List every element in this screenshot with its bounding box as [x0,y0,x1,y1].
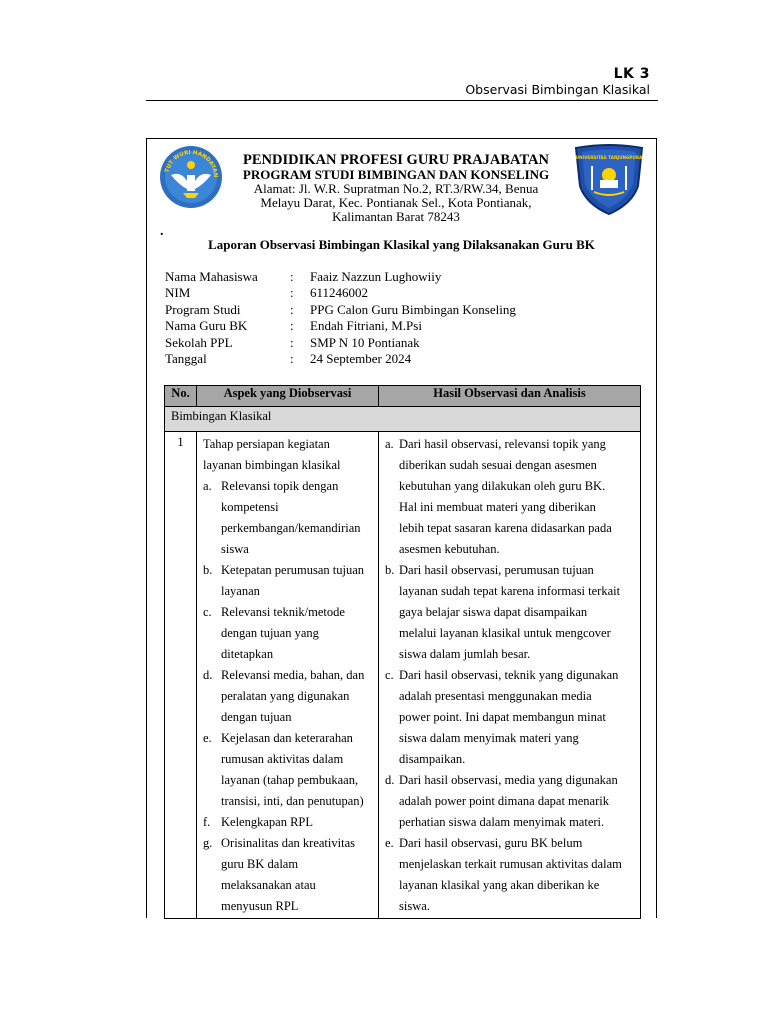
list-marker: b. [385,563,395,577]
report-title: Laporan Observasi Bimbingan Klasikal yang Dilaksanakan Guru BK [208,237,595,252]
text-line: disampaikan. [399,752,466,766]
left-logo-text: TUT WURI HANDAYAN [164,149,219,178]
aspect-text [221,560,372,602]
text-line: Dari hasil observasi, relevansi topik yang [399,437,606,451]
list-marker: d. [385,773,395,787]
text-line: dengan tujuan [221,710,292,724]
info-label: Nama Guru BK [165,318,248,334]
text-line: diberikan sudah sesuai dengan asesmen [399,458,597,472]
info-label: Program Studi [165,301,241,317]
aspect-cell [197,432,379,919]
text-line: Orisinalitas dan kreativitas [221,836,355,850]
text-line: menjelaskan terkait rumusan aktivitas dalam [399,857,622,871]
result-item [385,560,636,665]
text-line: siswa dalam jumlah besar. [399,647,531,661]
text-line: Dari hasil observasi, guru BK belum [399,836,583,850]
text-line: layanan [221,584,260,598]
result-text [399,434,636,560]
info-label: Tanggal [165,350,207,366]
text-line: adalah power point dimana dapat menarik [399,794,609,808]
text-line: melaksanakan atau [221,878,316,892]
list-marker: g. [203,836,213,850]
header-no: No. [165,386,197,407]
text-line: Relevansi media, bahan, dan [221,668,365,682]
tut-wuri-handayani-logo [159,145,223,209]
result-text [399,833,636,917]
table-header-row [165,386,641,407]
university-shield-logo [572,142,646,216]
text-line: melalui layanan klasikal untuk mengcover [399,626,611,640]
text-line: kompetensi [221,500,279,514]
list-marker: c. [203,605,212,619]
text-line: perhatian siswa dalam menyimak materi. [399,815,605,829]
text-line: Relevansi teknik/metode [221,605,345,619]
list-marker: d. [203,668,213,682]
result-item [385,833,636,917]
aspect-item [203,812,372,833]
info-value: 24 September 2024 [310,350,412,366]
text-line: lebih tepat sasaran karena didasarkan pada [399,521,612,535]
list-marker: a. [385,437,394,451]
text-line: Ketepatan perumusan tujuan [221,563,365,577]
list-marker: b. [203,563,213,577]
result-item [385,665,636,770]
list-marker: e. [385,836,394,850]
aspect-item [203,560,372,602]
text-line: power point. Ini dapat membangun minat [399,710,606,724]
info-label: NIM [165,285,191,301]
aspect-intro-line: layanan bimbingan klasikal [203,458,341,472]
header-aspect: Aspek yang Diobservasi [197,386,379,407]
address-line-3: Kalimantan Barat 78243 [332,209,460,224]
institution-name: PENDIDIKAN PROFESI GURU PRAJABATAN [243,152,549,168]
aspect-item [203,665,372,728]
aspect-text [221,476,372,560]
right-logo-text: UNIVERSITAS TANJUNGPURA [575,155,643,160]
section-row [165,407,641,432]
text-line: peralatan yang digunakan [221,689,350,703]
text-line: layanan (tahap pembukaan, [221,773,359,787]
info-value: PPG Calon Guru Bimbingan Konseling [310,301,516,317]
list-marker: c. [385,668,394,682]
text-line: Dari hasil observasi, media yang digunakan [399,773,618,787]
result-item [385,434,636,560]
text-line: perkembangan/kemandirian [221,521,361,535]
text-line: ditetapkan [221,647,274,661]
section-label: Bimbingan Klasikal [165,407,641,432]
text-line: layanan klasikal yang akan diberikan ke [399,878,600,892]
text-line: gaya belajar siswa dapat disampaikan [399,605,588,619]
row-number: 1 [165,432,197,919]
text-line: menyusun RPL [221,899,299,913]
document-subtitle: Observasi Bimbingan Klasikal [465,82,650,97]
aspect-item [203,833,372,917]
aspect-text [221,665,372,728]
bullet-dot: . [160,224,164,239]
text-line: siswa dalam menyimak materi yang [399,731,579,745]
text-line: Kelengkapan RPL [221,815,313,829]
result-text [399,770,636,833]
result-cell [379,432,641,919]
header-divider [146,100,658,101]
result-text [399,560,636,665]
text-line: Hal ini membuat materi yang diberikan [399,500,596,514]
text-line: siswa. [399,899,430,913]
header-result: Hasil Observasi dan Analisis [379,386,641,407]
aspect-text [221,833,372,917]
text-line: guru BK dalam [221,857,299,871]
info-value: Faaiz Nazzun Lughowiiy [310,269,442,284]
list-marker: e. [203,731,212,745]
aspect-item [203,476,372,560]
result-item [385,770,636,833]
text-line: adalah presentasi menggunakan media [399,689,592,703]
aspect-intro-line: Tahap persiapan kegiatan [203,437,330,451]
aspect-text [221,812,372,833]
info-label: Sekolah PPL [165,334,233,350]
document-code: LK 3 [613,66,650,82]
text-line: layanan sudah tepat karena informasi terkait [399,584,621,598]
text-line: siswa [221,542,249,556]
text-line: transisi, inti, dan penutupan) [221,794,364,808]
aspect-item [203,602,372,665]
address-line-1: Alamat: Jl. W.R. Supratman No.2, RT.3/RW.34, Benua [253,181,539,196]
aspect-text [221,728,372,812]
aspect-item [203,728,372,812]
program-name: PROGRAM STUDI BIMBINGAN DAN KONSELING [242,167,550,182]
table-row [165,432,641,919]
observation-table [164,385,641,919]
result-text [399,665,636,770]
text-line: asesmen kebutuhan. [399,542,500,556]
address-line-2: Melayu Darat, Kec. Pontianak Sel., Kota Pontianak, [260,195,532,210]
text-line: rumusan aktivitas dalam [221,752,344,766]
text-line: Dari hasil observasi, perumusan tujuan [399,563,594,577]
text-line: kebutuhan yang dilakukan oleh guru BK. [399,479,606,493]
text-line: dengan tujuan yang [221,626,319,640]
info-label: Nama Mahasiswa [165,269,258,284]
text-line: Relevansi topik dengan [221,479,339,493]
info-value: Endah Fitriani, M.Psi [310,318,422,334]
aspect-text [221,602,372,665]
list-marker: a. [203,479,212,493]
info-value: 611246002 [310,285,369,301]
text-line: Dari hasil observasi, teknik yang digunakan [399,668,619,682]
list-marker: f. [203,815,211,829]
text-line: Kejelasan dan keterarahan [221,731,353,745]
info-value: SMP N 10 Pontianak [310,334,420,350]
